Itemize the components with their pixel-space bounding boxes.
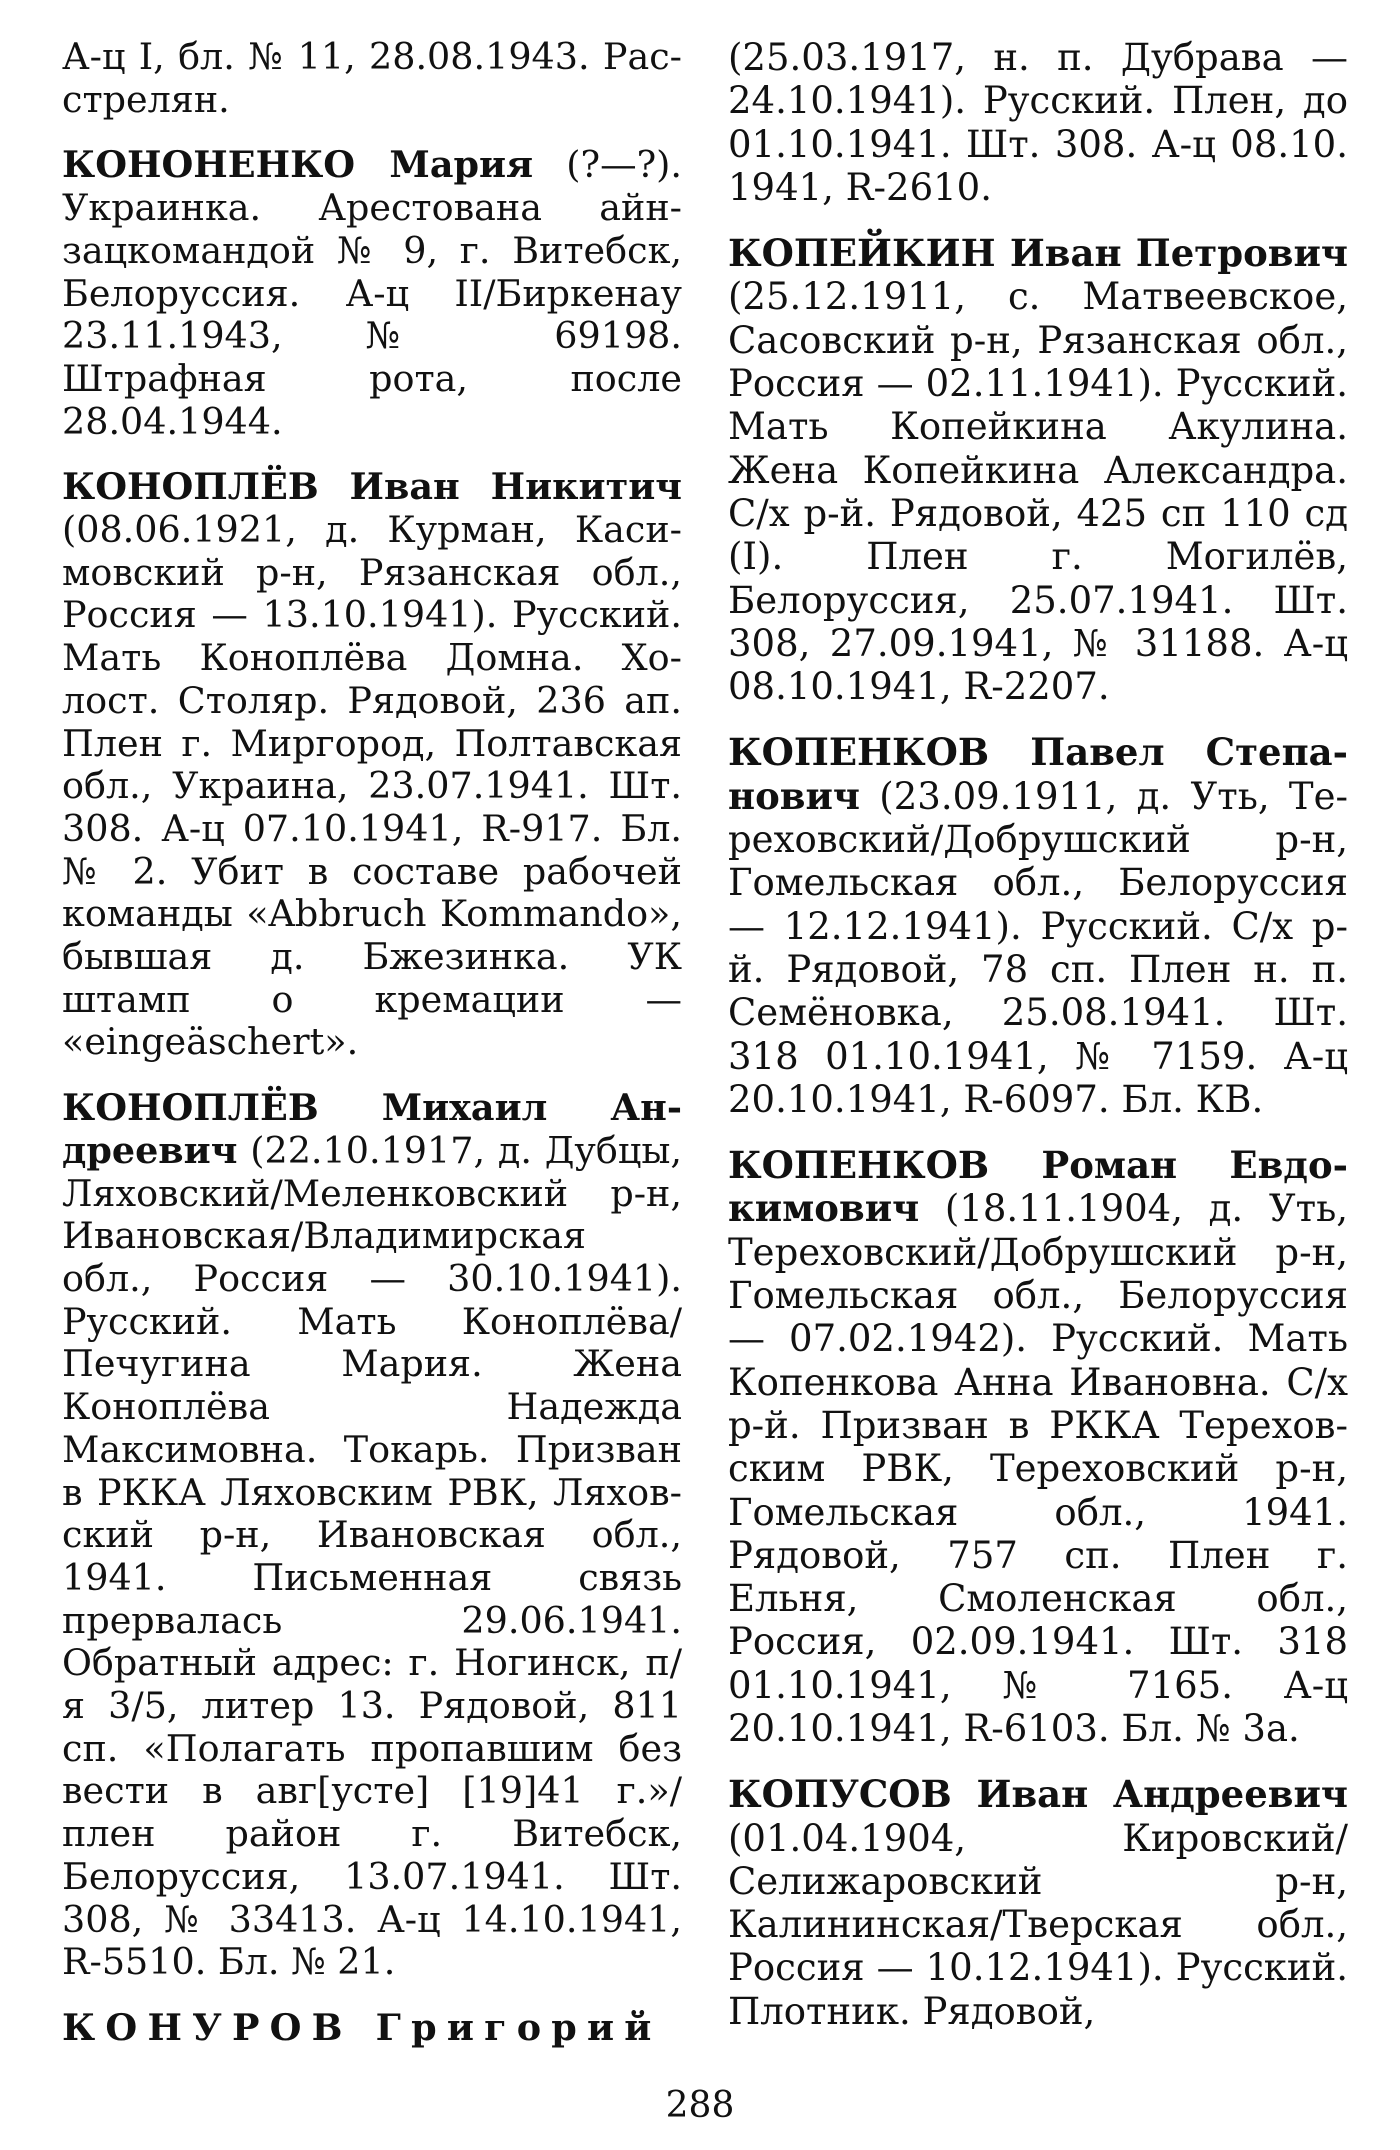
entry-text: (22.10.1917, д. Дубцы, Ляховский/Меленковский р-н, Ивановская/Владимирская обл., Россия — 30.10.1941). Русский. Мать Коноплёва/Печугина Мария. Жена Коноплёва Надежда Максимовна. Токарь. Призван в РККА Ляховским РВК, Ляховский р-н, Ивановская обл., 1941. Письменная связь прервалась 29.06.1941. Обратный адрес: г. Ногинск, п/я 3/5, литер 13. Рядовой, 811 сп. «Полагать пропавшим без вести в авг[усте] [19]41 г.»/плен район г. Витебск, Белоруссия, 13.07.1941. Шт. 308, № 33413. А-ц 14.10.1941, R-5510. Бл. № 21. — [62, 1128, 682, 1984]
entry — [62, 36, 682, 121]
left-column — [62, 36, 682, 2050]
entry — [728, 731, 1348, 1121]
entry-name: КОПЕНКОВ Павел Степанович — [728, 730, 1348, 818]
entry — [728, 232, 1348, 708]
entry-name: КОНОПЛЁВ Михаил Андреевич — [62, 1086, 682, 1172]
entry-text: (08.06.1921, д. Курман, Касимовский р-н, Рязанская обл., Россия — 13.10.1941). Русский. Мать Коноплёва Домна. Холост. Столяр. Рядовой, 236 ап. Плен г. Миргород, Полтавская обл., Украина, 23.07.1941. Шт. 308. А-ц 07.10.1941, R-917. Бл. № 2. Убит в составе рабочей команды «Abbruch Kommando», бывшая д. Бжезинка. УК штамп о кремации — «eingeäschert». — [62, 508, 682, 1064]
entry — [728, 1144, 1348, 1750]
right-column — [728, 36, 1348, 2033]
entry-name: КОНУРОВ Григорий — [62, 2005, 662, 2049]
entry — [62, 2007, 682, 2050]
entry-name: КОНОНЕНКО Мария — [62, 143, 534, 187]
entry — [728, 1773, 1348, 2033]
entry — [62, 466, 682, 1064]
entry-name: КОПЕНКОВ Роман Евдокимович — [728, 1143, 1348, 1231]
entry-name: КОПЕЙКИН Иван Петрович — [728, 231, 1348, 276]
entry-text: (18.11.1904, д. Уть, Тереховский/Добрушский р-н, Гомельская обл., Белоруссия — 07.02.1942). Русский. Мать Копенкова Анна Ивановна. С/х р-й. Призван в РККА Тереховским РВК, Тереховский р-н, Гомельская обл., 1941. Рядовой, 757 сп. Плен г. Ельня, Смоленская обл., Россия, 02.09.1941. Шт. 318 01.10.1941, № 7165. А-ц 20.10.1941, R-6103. Бл. № 3а. — [728, 1187, 1348, 1750]
entry — [62, 1087, 682, 1984]
entry — [62, 144, 682, 443]
page-number: 288 — [665, 2085, 735, 2126]
entry — [728, 36, 1348, 209]
entry-text: (01.04.1904, Кировский/Селижаровский р-н, Калининская/Тверская обл., Россия — 10.12.1941). Русский. Плотник. Рядовой, — [728, 1816, 1348, 2033]
entry-text: (23.09.1911, д. Уть, Тереховский/Добрушский р-н, Гомельская обл., Белоруссия — 12.12.1941). Русский. С/х р-й. Рядовой, 78 сп. Плен н. п. Семёновка, 25.08.1941. Шт. 318 01.10.1941, № 7159. А-ц 20.10.1941, R-6097. Бл. КВ. — [728, 774, 1348, 1121]
entry-text: (?—?). Украинка. Арестована айнзацкомандой № 9, г. Витебск, Белоруссия. А-ц II/Биркенау 23.11.1943, № 69198. Штрафная рота, после 28.04.1944. — [62, 143, 682, 443]
entry-text: А-ц I, бл. № 11, 28.08.1943. Расстрелян. — [62, 35, 682, 121]
entry-text: (25.03.1917, н. п. Дубрава — 24.10.1941). Русский. Плен, до 01.10.1941. Шт. 308. А-ц 08.10. 1941, R-2610. — [728, 36, 1348, 209]
entry-text: (25.12.1911, с. Матвеевское, Сасовский р-н, Рязанская обл., Россия — 02.11.1941). Русский. Мать Копейкина Акулина. Жена Копейкина Александра. С/х р-й. Рядовой, 425 сп 110 сд (I). Плен г. Могилёв, Белоруссия, 25.07.1941. Шт. 308, 27.09.1941, № 31188. А-ц 08.10.1941, R-2207. — [728, 275, 1348, 709]
entry-name: КОНОПЛЁВ Иван Никитич — [62, 465, 682, 509]
entry-name: КОПУСОВ Иван Андреевич — [728, 1772, 1348, 1817]
